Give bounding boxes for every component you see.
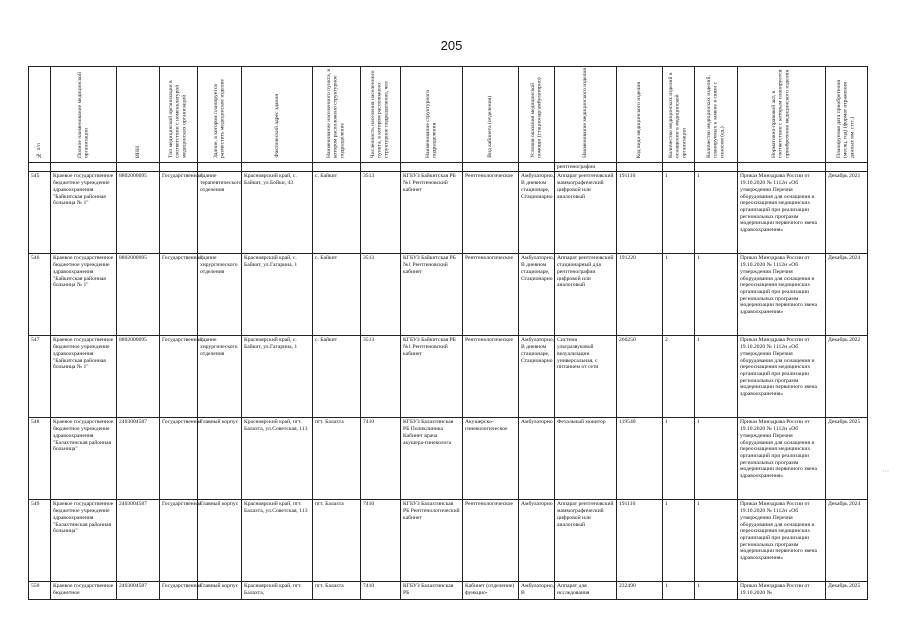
cell-population: 7410 bbox=[361, 582, 401, 600]
cell-locality: с. Байкит bbox=[313, 172, 361, 254]
cell-act: Приказ Минздрава России от 19.10.2020 № 1112н «Об утверждении Перечня оборудования для оснащения и переоснащения медицинских организаций при реализации региональных программ модернизации первичного звена здравоохранения» bbox=[738, 418, 826, 500]
cell-building: Главный корпус bbox=[198, 582, 242, 600]
cell-device: Аппарат рентгеновский маммографический цифровой или аналоговый bbox=[555, 172, 617, 254]
cell-conditions: Амбулаторно, В дневном стационаре, Стационарно bbox=[519, 254, 555, 336]
column-header-label: Полное наименование медицинской организации bbox=[76, 72, 90, 158]
cell-conditions: Амбулаторно bbox=[519, 418, 555, 500]
cell-cabinet: Рентгенологическое bbox=[463, 336, 519, 418]
cell-locality: пгт. Балахта bbox=[313, 418, 361, 500]
cell-qty: 1 bbox=[663, 254, 695, 336]
cell-unit: КГБУЗ Балахтинская РБ Рентгенологический кабинет bbox=[401, 500, 463, 582]
cell-num: 550 bbox=[29, 582, 51, 600]
cell-address: Красноярский край, с. Байкит, ул.Гагарина, 1 bbox=[242, 336, 313, 418]
cell-qty: 1 bbox=[663, 500, 695, 582]
cell-date: Декабрь 2021 bbox=[826, 172, 868, 254]
cell-inn: 2403004587 bbox=[117, 418, 160, 500]
cell-type: Государственная bbox=[160, 172, 198, 254]
cell-locality: с. Байкит bbox=[313, 336, 361, 418]
cell-replace: 1 bbox=[695, 254, 738, 336]
cell-unit: КГБУЗ Байкитская РБ №1 Рентгеновский кабинет bbox=[401, 336, 463, 418]
cell-address: Красноярский край, пгт. Балахта, ул.Советская, 113 bbox=[242, 500, 313, 582]
cell-building: Главный корпус bbox=[198, 500, 242, 582]
cell-address: Красноярский край, с. Байкит, ул.Гагарина, 1 bbox=[242, 254, 313, 336]
cell-date: Декабрь 2025 bbox=[826, 582, 868, 600]
cell-conditions: Амбулаторно, В bbox=[519, 582, 555, 600]
column-header-label: ИНН bbox=[134, 145, 141, 158]
column-header-label: Планируемая дата приобретения (месяц, год) (формат отражения данных мм. гггг.) bbox=[836, 80, 856, 158]
cell-act: Приказ Минздрава России от 19.10.2020 № 1112н «Об утверждении Перечня оборудования для оснащения и переоснащения медицинских организаций при реализации региональных программ модернизации первичного звена здравоохранения» bbox=[738, 172, 826, 254]
cell-population: 7410 bbox=[361, 500, 401, 582]
table-row bbox=[29, 582, 868, 600]
cell-inn: 8802000095 bbox=[117, 172, 160, 254]
cell-cabinet: Акушерско-гинекологическое bbox=[463, 418, 519, 500]
column-header-label: Условия оказания медицинской помощи (стационар/амбулаторно) bbox=[529, 77, 543, 158]
cell-building: Здание хирургического отделения bbox=[198, 254, 242, 336]
cell-code: 191110 bbox=[617, 500, 663, 582]
cell-conditions: Амбулаторно, В дневном стационаре, Стационарно bbox=[519, 336, 555, 418]
column-header bbox=[29, 67, 51, 163]
column-header-label: Наименование медицинского изделия bbox=[582, 68, 589, 158]
cell-org: Краевое государственное бюджетное учреждение здравоохранения "Балахтинская районная больница" bbox=[51, 500, 117, 582]
cell-unit: КГБУЗ Байкитская РБ №1 Рентгеновский кабинет bbox=[401, 172, 463, 254]
cell-type: Государственная bbox=[160, 336, 198, 418]
column-header-label: № п/п bbox=[36, 143, 43, 158]
column-header bbox=[361, 67, 401, 163]
cell-org: Краевое государственное бюджетное учреждение здравоохранения "Байкитская районная больница № 1" bbox=[51, 336, 117, 418]
table-row bbox=[29, 254, 868, 336]
cell-population: 3513 bbox=[361, 254, 401, 336]
column-header bbox=[738, 67, 826, 163]
cell-cabinet: Рентгенологическое bbox=[463, 254, 519, 336]
page-number: 205 bbox=[440, 38, 463, 53]
column-header-label: Наименование населенного пункта, в котором расположено структурное подразделение bbox=[326, 68, 346, 158]
column-header-label: Количество медицинских изделий, планируемых к замене в связи с износом (ед.) bbox=[705, 75, 726, 158]
column-header-label: Наименование структурного подразделения bbox=[424, 89, 438, 158]
cell-device: Аппарат рентгеновский стационарный для рентгенографии цифровой или аналоговый bbox=[555, 254, 617, 336]
column-header-label: Количество медицинских изделий в оснащении в медицинской организации bbox=[668, 72, 688, 158]
column-header bbox=[117, 67, 160, 163]
cell-qty: 1 bbox=[663, 418, 695, 500]
cell-num: 547 bbox=[29, 336, 51, 418]
cell-code: 191220 bbox=[617, 254, 663, 336]
column-header bbox=[198, 67, 242, 163]
column-header-label: Вид кабинета (отделения) bbox=[487, 96, 494, 158]
cell-building: Здание хирургического отделения bbox=[198, 336, 242, 418]
cell-date: Декабрь 2025 bbox=[826, 418, 868, 500]
table-row bbox=[29, 500, 868, 582]
cell-device: Аппарат рентгеновский маммографический цифровой или аналоговый bbox=[555, 500, 617, 582]
cell-org: Краевое государственное бюджетное bbox=[51, 582, 117, 600]
column-header bbox=[519, 67, 555, 163]
cell-address: Красноярский край, с. Байкит, ул.Бойки, 43 bbox=[242, 172, 313, 254]
cell-unit: КГБУЗ Балахтинская РБ Поликлиника Кабинет врача акушера-гинеколога bbox=[401, 418, 463, 500]
cell-num: 545 bbox=[29, 172, 51, 254]
cell-building: Здание терапевтического отделения bbox=[198, 172, 242, 254]
cell-unit: КГБУЗ Балахтинская РБ bbox=[401, 582, 463, 600]
cell-org: Краевое государственное бюджетное учреждение здравоохранения "Байкитская районная больница № 1" bbox=[51, 172, 117, 254]
cell-type: Государственная bbox=[160, 582, 198, 600]
cell-num: 549 bbox=[29, 500, 51, 582]
margin-mark: ⋮ bbox=[882, 468, 888, 474]
cell-type: Государственная bbox=[160, 500, 198, 582]
cell-qty: 2 bbox=[663, 336, 695, 418]
cell-conditions: Амбулаторно bbox=[519, 500, 555, 582]
column-header bbox=[313, 67, 361, 163]
column-header bbox=[51, 67, 117, 163]
cell-date: Декабрь 2022 bbox=[826, 336, 868, 418]
continued-device-text: рентгенографии bbox=[555, 162, 617, 172]
column-header-label: Код вида медицинского изделия bbox=[636, 81, 643, 158]
column-header-label: Нормативно-правовой акт, в соответствии с которым планируется приобретение медицинского изделия bbox=[771, 69, 791, 158]
column-header bbox=[401, 67, 463, 163]
cell-replace: 1 bbox=[695, 336, 738, 418]
cell-code: 119540 bbox=[617, 418, 663, 500]
column-header-label: Здание, в котором планируется разместить медицинское изделие bbox=[212, 78, 226, 158]
cell-qty: 1 bbox=[663, 172, 695, 254]
cell-cabinet: Рентгенологическое bbox=[463, 500, 519, 582]
column-header bbox=[555, 67, 617, 163]
column-header bbox=[826, 67, 868, 163]
cell-locality: пгт. Балахта bbox=[313, 582, 361, 600]
cell-inn: 8802000095 bbox=[117, 336, 160, 418]
table-header-row bbox=[29, 67, 868, 163]
cell-type: Государственная bbox=[160, 254, 198, 336]
cell-inn: 2403004587 bbox=[117, 500, 160, 582]
continued-row bbox=[29, 162, 868, 172]
cell-act: Приказ Минздрава России от 19.10.2020 № 1112н «Об утверждении Перечня оборудования для оснащения и переоснащения медицинских организаций при реализации региональных программ модернизации первичного звена здравоохранения» bbox=[738, 254, 826, 336]
cell-num: 548 bbox=[29, 418, 51, 500]
cell-population: 3513 bbox=[361, 172, 401, 254]
cell-act: Приказ Минздрава России от 19.10.2020 № 1112н «Об утверждении Перечня оборудования для оснащения и переоснащения медицинских организаций при реализации региональных программ модернизации первичного звена здравоохранения» bbox=[738, 500, 826, 582]
column-header bbox=[663, 67, 695, 163]
column-header bbox=[242, 67, 313, 163]
column-header-label: Численность населения населенного пункта, в котором расположено структурное подразделение, чел bbox=[370, 70, 390, 158]
cell-code: 191110 bbox=[617, 172, 663, 254]
cell-cabinet: Кабинет (отделение) функцио- bbox=[463, 582, 519, 600]
cell-replace: 1 bbox=[695, 418, 738, 500]
cell-org: Краевое государственное бюджетное учреждение здравоохранения "Балахтинская районная больница" bbox=[51, 418, 117, 500]
cell-device: Система ультразвуковой визуализации универсальная, с питанием от сети bbox=[555, 336, 617, 418]
cell-device: Фетальный монитор bbox=[555, 418, 617, 500]
table-row bbox=[29, 336, 868, 418]
cell-inn: 8802000095 bbox=[117, 254, 160, 336]
cell-act: Приказ Минздрава России от 19.10.2020 № bbox=[738, 582, 826, 600]
column-header bbox=[463, 67, 519, 163]
cell-act: Приказ Минздрава России от 19.10.2020 № 1112н «Об утверждении Перечня оборудования для оснащения и переоснащения медицинских организаций при реализации региональных программ модернизации первичного звена здравоохранения» bbox=[738, 336, 826, 418]
cell-unit: КГБУЗ Байкитская РБ №1 Рентгеновский кабинет bbox=[401, 254, 463, 336]
cell-conditions: Амбулаторно, В дневном стационаре, Стационарно bbox=[519, 172, 555, 254]
column-header bbox=[160, 67, 198, 163]
cell-address: Красноярский край, пгт. Балахта, bbox=[242, 582, 313, 600]
column-header-label: Тип медицинской организации в соответствии с номенклатурой медицинских организаций bbox=[168, 80, 188, 158]
cell-replace: 1 bbox=[695, 172, 738, 254]
cell-device: Аппарат для исследования bbox=[555, 582, 617, 600]
cell-replace: 1 bbox=[695, 500, 738, 582]
cell-population: 7410 bbox=[361, 418, 401, 500]
cell-cabinet: Рентгенологическое bbox=[463, 172, 519, 254]
cell-date: Декабрь 2024 bbox=[826, 254, 868, 336]
cell-replace: 1 bbox=[695, 582, 738, 600]
cell-org: Краевое государственное бюджетное учреждение здравоохранения "Байкитская районная больница № 1" bbox=[51, 254, 117, 336]
cell-inn: 2403004587 bbox=[117, 582, 160, 600]
cell-building: Главный корпус bbox=[198, 418, 242, 500]
cell-locality: с. Байкит bbox=[313, 254, 361, 336]
cell-population: 3513 bbox=[361, 336, 401, 418]
column-header bbox=[617, 67, 663, 163]
equipment-table bbox=[28, 66, 868, 600]
cell-date: Декабрь 2024 bbox=[826, 500, 868, 582]
column-header bbox=[695, 67, 738, 163]
cell-locality: пгт. Балахта bbox=[313, 500, 361, 582]
column-header-label: Фактический адрес здания bbox=[273, 94, 280, 158]
table-row bbox=[29, 418, 868, 500]
cell-num: 546 bbox=[29, 254, 51, 336]
cell-qty: 1 bbox=[663, 582, 695, 600]
cell-code: 232490 bbox=[617, 582, 663, 600]
cell-code: 260250 bbox=[617, 336, 663, 418]
cell-type: Государственная bbox=[160, 418, 198, 500]
cell-address: Красноярский край, пгт. Балахта, ул.Советская, 113 bbox=[242, 418, 313, 500]
table-row bbox=[29, 172, 868, 254]
